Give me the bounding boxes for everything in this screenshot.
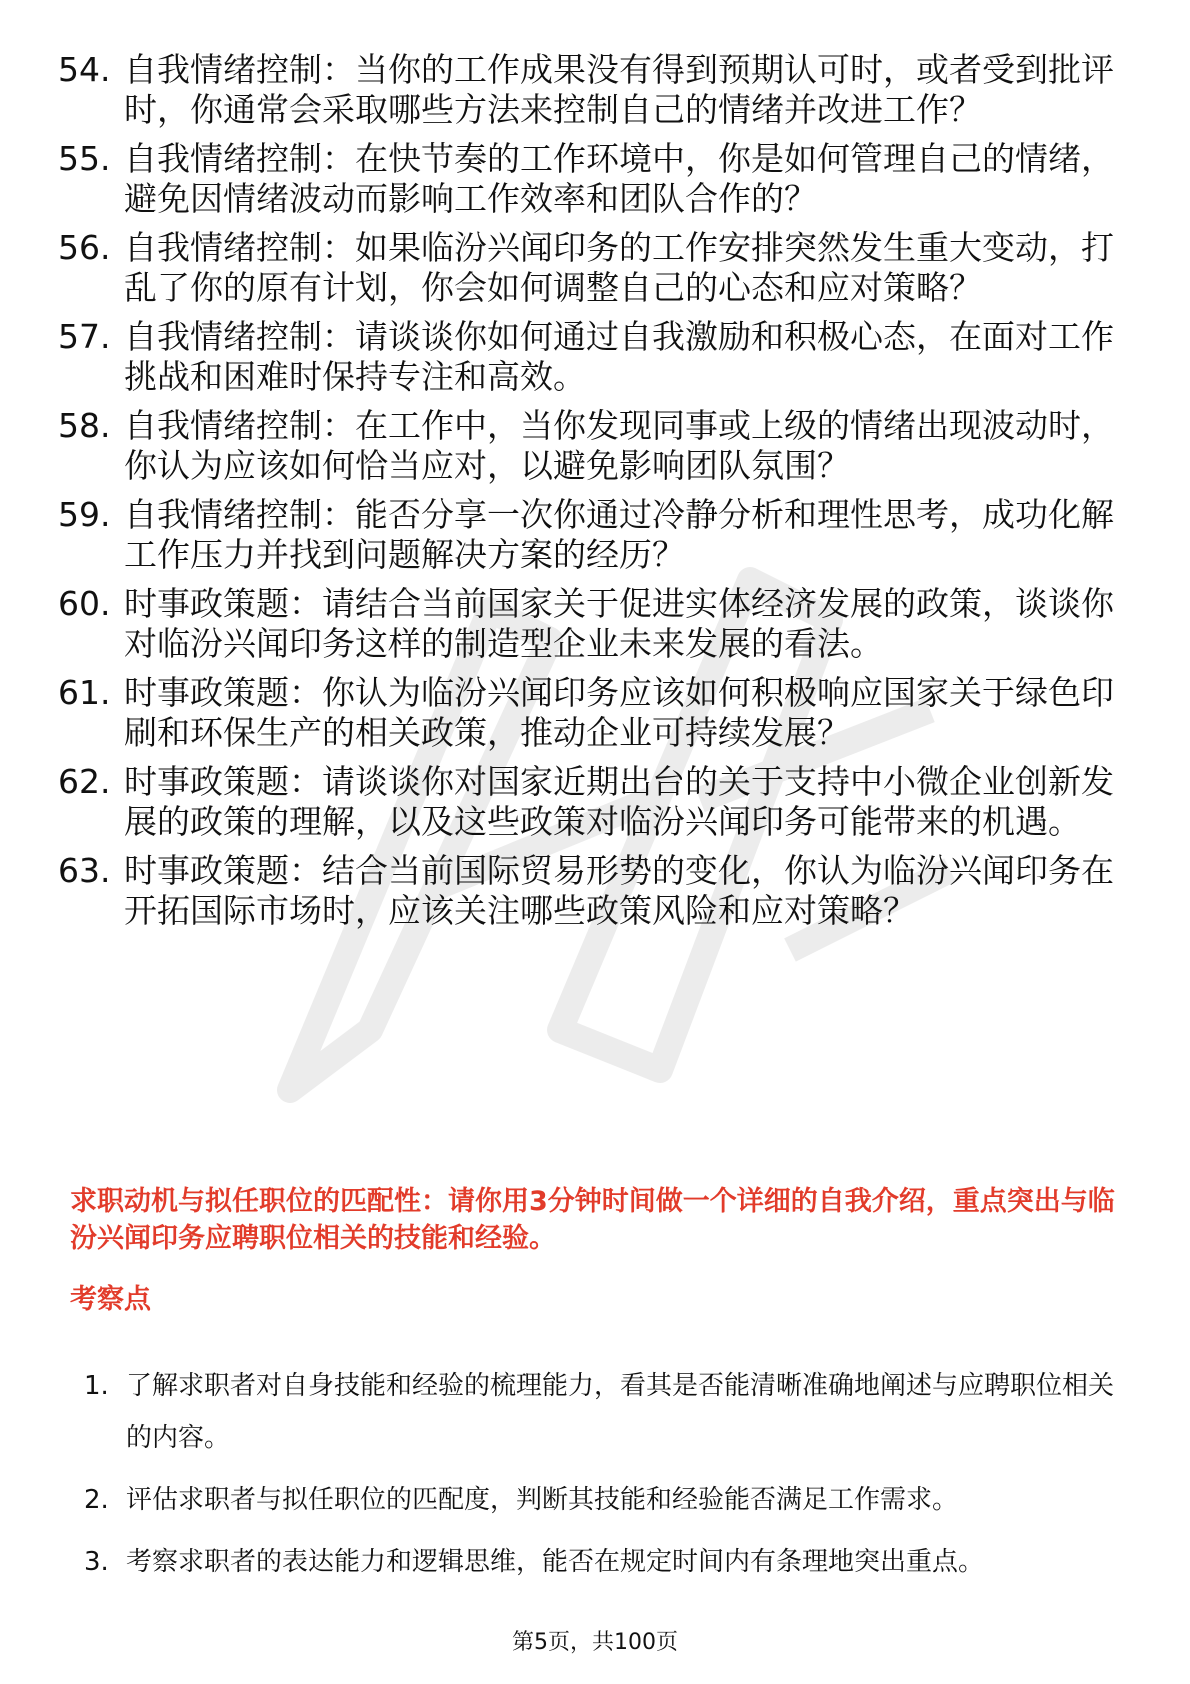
question-number: 63. [58, 851, 111, 890]
question-text: 时事政策题：你认为临汾兴闻印务应该如何积极响应国家关于绿色印刷和环保生产的相关政策，推动企业可持续发展？ [124, 673, 1114, 752]
list-item [84, 1536, 1124, 1588]
list-item [84, 1474, 1124, 1526]
list-item-number: 2. [84, 1485, 109, 1515]
question-item [58, 317, 1133, 397]
question-item [58, 673, 1133, 753]
question-text: 自我情绪控制：如果临汾兴闻印务的工作安排突然发生重大变动，打乱了你的原有计划，你会如何调整自己的心态和应对策略？ [124, 228, 1114, 307]
question-text: 自我情绪控制：在工作中，当你发现同事或上级的情绪出现波动时，你认为应该如何恰当应对，以避免影响团队氛围？ [124, 406, 1114, 485]
question-item [58, 495, 1133, 575]
question-text: 时事政策题：请谈谈你对国家近期出台的关于支持中小微企业创新发展的政策的理解，以及这些政策对临汾兴闻印务可能带来的机遇。 [124, 762, 1114, 841]
list-item-number: 3. [84, 1547, 109, 1577]
question-number: 54. [58, 50, 111, 89]
question-number: 59. [58, 495, 111, 534]
list-item-text: 评估求职者与拟任职位的匹配度，判断其技能和经验能否满足工作需求。 [126, 1485, 959, 1515]
list-item-text: 考察求职者的表达能力和逻辑思维，能否在规定时间内有条理地突出重点。 [126, 1547, 985, 1577]
question-item [58, 762, 1133, 842]
question-text: 自我情绪控制：能否分享一次你通过冷静分析和理性思考，成功化解工作压力并找到问题解决方案的经历？ [124, 495, 1114, 574]
page-footer: 第5页，共100页 [512, 1630, 678, 1655]
highlight-question: 求职动机与拟任职位的匹配性：请你用3分钟时间做一个详细的自我介绍，重点突出与临汾兴闻印务应聘职位相关的技能和经验。 [70, 1186, 1115, 1254]
question-list [58, 50, 1133, 940]
question-item [58, 139, 1133, 219]
question-number: 55. [58, 139, 111, 178]
question-text: 自我情绪控制：当你的工作成果没有得到预期认可时，或者受到批评时，你通常会采取哪些方法来控制自己的情绪并改进工作？ [124, 50, 1114, 129]
section-label: 考察点 [70, 1284, 151, 1315]
question-number: 57. [58, 317, 111, 356]
question-number: 58. [58, 406, 111, 445]
question-item [58, 406, 1133, 486]
list-item [84, 1360, 1124, 1464]
question-number: 56. [58, 228, 111, 267]
assessment-points-list [84, 1360, 1124, 1598]
question-item [58, 584, 1133, 664]
question-item [58, 851, 1133, 931]
question-text: 自我情绪控制：请谈谈你如何通过自我激励和积极心态，在面对工作挑战和困难时保持专注和高效。 [124, 317, 1114, 396]
question-item [58, 50, 1133, 130]
question-text: 时事政策题：请结合当前国家关于促进实体经济发展的政策，谈谈你对临汾兴闻印务这样的制造型企业未来发展的看法。 [124, 584, 1114, 663]
list-item-number: 1. [84, 1371, 109, 1401]
list-item-text: 了解求职者对自身技能和经验的梳理能力，看其是否能清晰准确地阐述与应聘职位相关的内容。 [126, 1371, 1115, 1453]
question-number: 60. [58, 584, 111, 623]
question-number: 62. [58, 762, 111, 801]
question-text: 自我情绪控制：在快节奏的工作环境中，你是如何管理自己的情绪，避免因情绪波动而影响工作效率和团队合作的？ [124, 139, 1114, 218]
question-number: 61. [58, 673, 111, 712]
question-text: 时事政策题：结合当前国际贸易形势的变化，你认为临汾兴闻印务在开拓国际市场时，应该关注哪些政策风险和应对策略？ [124, 851, 1114, 930]
question-item [58, 228, 1133, 308]
